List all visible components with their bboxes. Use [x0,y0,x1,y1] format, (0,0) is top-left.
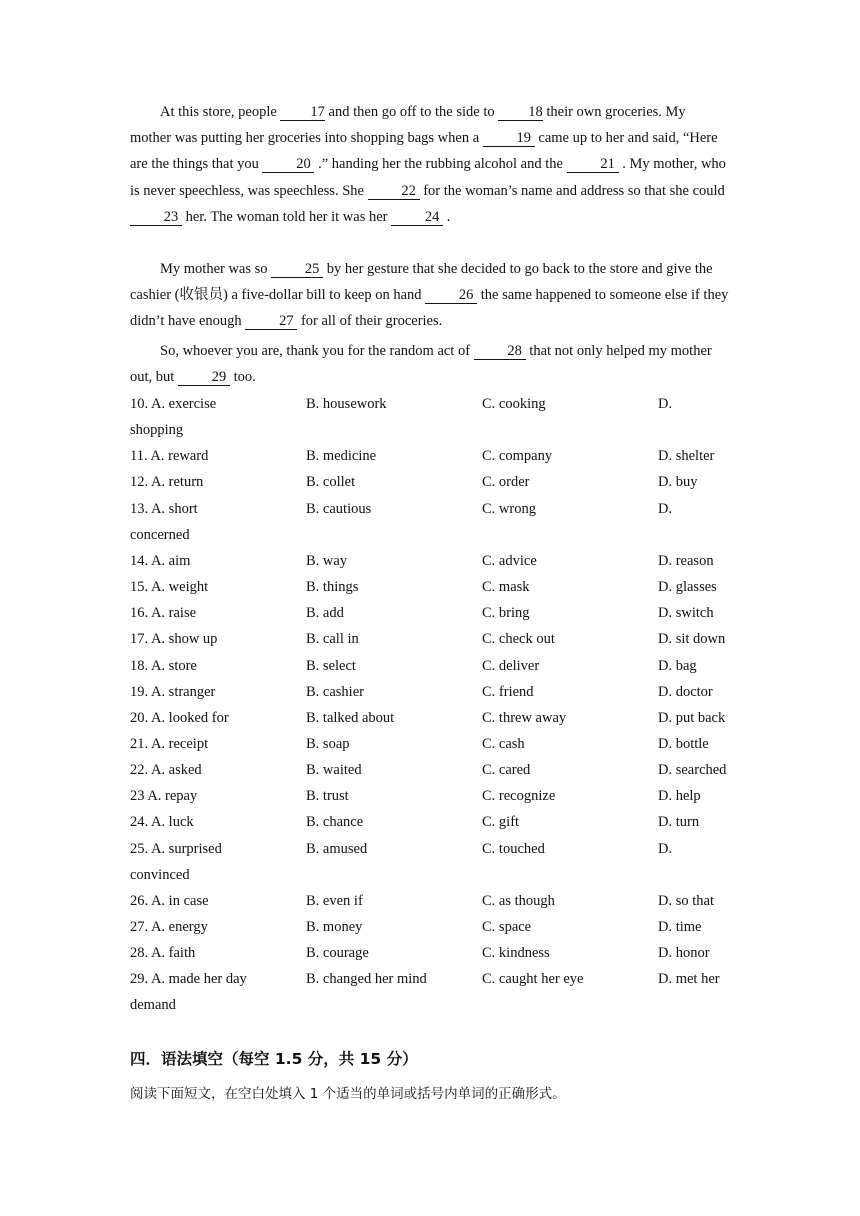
section-instruction: 阅读下面短文，在空白处填入 1 个适当的单词或括号内单词的正确形式。 [130,1086,566,1102]
option-c: C. cooking [482,396,546,412]
option-a: 29. A. made her day [130,971,247,988]
passage-paragraph-2 [130,256,730,335]
option-a: 28. A. faith [130,945,196,962]
passage-text: and then go off to the side to [324,104,499,120]
option-d: D. help [658,788,701,805]
option-d: D. glasses [658,579,717,596]
option-b: B. money [306,919,363,935]
option-d: D. put back [658,709,726,726]
option-a: 24. A. luck [130,814,194,831]
option-row [130,679,750,705]
option-d: D. buy [658,474,698,491]
passage-text: by her gesture that she decided to go back to the store and give the cashier (收银员) a five-dollar bill to keep on hand [130,261,713,304]
passage-text: . [443,208,451,225]
option-b: B. cashier [306,683,364,700]
option-row [130,626,750,652]
option-c: C. cared [482,762,531,779]
option-b: B. trust [306,788,349,805]
option-c: C. advice [482,552,537,569]
option-a: 13. A. short [130,500,198,517]
blank-25: 25 [271,262,323,278]
option-row [130,548,750,574]
option-c: C. kindness [482,945,550,962]
option-wrap-text: concerned [130,526,190,543]
blank-29: 29 [178,370,230,386]
option-c: C. friend [482,683,534,700]
passage-text: So, whoever you are, thank you for the random act of [160,343,474,359]
option-row [130,836,750,862]
option-d: D. [658,500,673,517]
option-row [130,757,750,783]
option-a: 19. A. stranger [130,683,216,700]
passage-text: for all of their groceries. [297,313,443,330]
option-a: 16. A. raise [130,605,197,622]
option-a: 23 A. repay [130,788,198,805]
option-a: 14. A. aim [130,552,191,569]
option-a: 12. A. return [130,474,204,491]
passage-text: came up to her and said, “Here are the things that you [130,130,718,173]
option-c: C. deliver [482,657,540,674]
blank-22: 22 [368,184,420,200]
option-c: C. check out [482,631,555,648]
option-row [130,469,750,495]
passage-text: for the woman’s name and address so that she could [419,182,725,199]
option-b: B. things [306,579,359,596]
option-c: C. threw away [482,709,567,726]
option-a: 20. A. looked for [130,709,229,726]
option-b: B. soap [306,735,350,752]
option-wrap-text: shopping [130,422,184,439]
blank-21: 21 [567,157,619,173]
option-wrap-text: convinced [130,866,190,883]
option-a: 21. A. receipt [130,735,209,752]
option-wrap-text: demand [130,997,176,1014]
option-b: B. courage [306,945,369,962]
option-d: D. so that [658,892,714,909]
option-d: D. shelter [658,448,715,465]
blank-23: 23 [130,210,182,226]
passage-paragraph-1 [130,99,730,230]
blank-26: 26 [425,288,477,304]
option-b: B. collet [306,474,356,491]
option-row [130,888,750,914]
option-d: D. [658,396,673,412]
passage-text: the same happened to someone else if they didn’t have enough [130,287,729,330]
option-b: B. even if [306,892,363,909]
option-row [130,653,750,679]
option-b: B. call in [306,631,359,648]
option-a: 25. A. surprised [130,840,222,857]
passage-text: too. [229,369,256,386]
option-b: B. housework [306,396,387,412]
option-row [130,940,750,966]
option-c: C. recognize [482,788,556,805]
option-d: D. turn [658,814,700,831]
option-c: C. gift [482,814,520,831]
option-a: 26. A. in case [130,892,209,909]
option-c: C. order [482,474,530,491]
option-a: 18. A. store [130,657,197,674]
option-d: D. bottle [658,735,709,752]
option-c: C. wrong [482,500,536,517]
option-d: D. [658,840,673,857]
option-b: B. add [306,605,344,622]
blank-20: 20 [262,157,314,173]
blank-27: 27 [245,314,297,330]
option-d: D. bag [658,657,697,674]
blank-24: 24 [391,210,443,226]
option-row [130,783,750,809]
option-b: B. chance [306,814,364,831]
option-c: C. company [482,448,553,465]
passage-text: .” handing her the rubbing alcohol and the [314,156,567,173]
passage-text: My mother was so [160,261,272,277]
option-d: D. doctor [658,683,713,700]
option-a: 17. A. show up [130,631,218,648]
option-b: B. talked about [306,709,395,726]
option-row [130,496,750,522]
passage-text: their own groceries. My mother was putting her groceries into shopping bags when a [130,104,686,147]
option-c: C. touched [482,840,545,857]
option-d: D. reason [658,552,714,569]
option-b: B. cautious [306,500,372,517]
option-b: B. way [306,552,348,569]
option-d: D. honor [658,945,710,962]
passage-text: . My mother, who is never speechless, was speechless. She [130,156,726,199]
blank-19: 19 [483,131,535,147]
blank-18: 18 [498,105,543,121]
option-row [130,914,750,940]
option-b: B. select [306,657,356,674]
option-row [130,443,750,469]
option-b: B. medicine [306,448,377,465]
option-d: D. met her [658,971,720,988]
option-a: 11. A. reward [130,448,209,465]
option-b: B. amused [306,840,368,857]
passage-text: that not only helped my mother out, but [130,343,712,386]
option-c: C. bring [482,605,530,622]
option-row [130,574,750,600]
blank-28: 28 [474,344,526,360]
option-c: C. as though [482,892,555,909]
option-d: D. time [658,919,702,935]
option-a: 27. A. energy [130,919,208,935]
option-c: C. caught her eye [482,971,584,988]
option-b: B. waited [306,762,362,779]
passage-text: At this store, people [160,104,281,120]
option-a: 22. A. asked [130,762,202,779]
option-row [130,966,750,992]
option-row [130,391,750,417]
option-d: D. sit down [658,631,726,648]
option-a: 10. A. exercise [130,396,217,412]
option-c: C. cash [482,735,525,752]
option-d: D. searched [658,762,727,779]
option-a: 15. A. weight [130,579,209,596]
option-row [130,600,750,626]
option-c: C. space [482,919,532,935]
passage-paragraph-3 [130,338,730,390]
option-b: B. changed her mind [306,971,427,988]
option-row [130,705,750,731]
option-row [130,809,750,835]
passage-text: her. The woman told her it was her [182,208,392,225]
option-c: C. mask [482,579,530,596]
option-d: D. switch [658,605,714,622]
option-row [130,731,750,757]
blank-17: 17 [280,105,325,121]
section-heading: 四．语法填空（每空 1.5 分，共 15 分） [130,1050,418,1068]
